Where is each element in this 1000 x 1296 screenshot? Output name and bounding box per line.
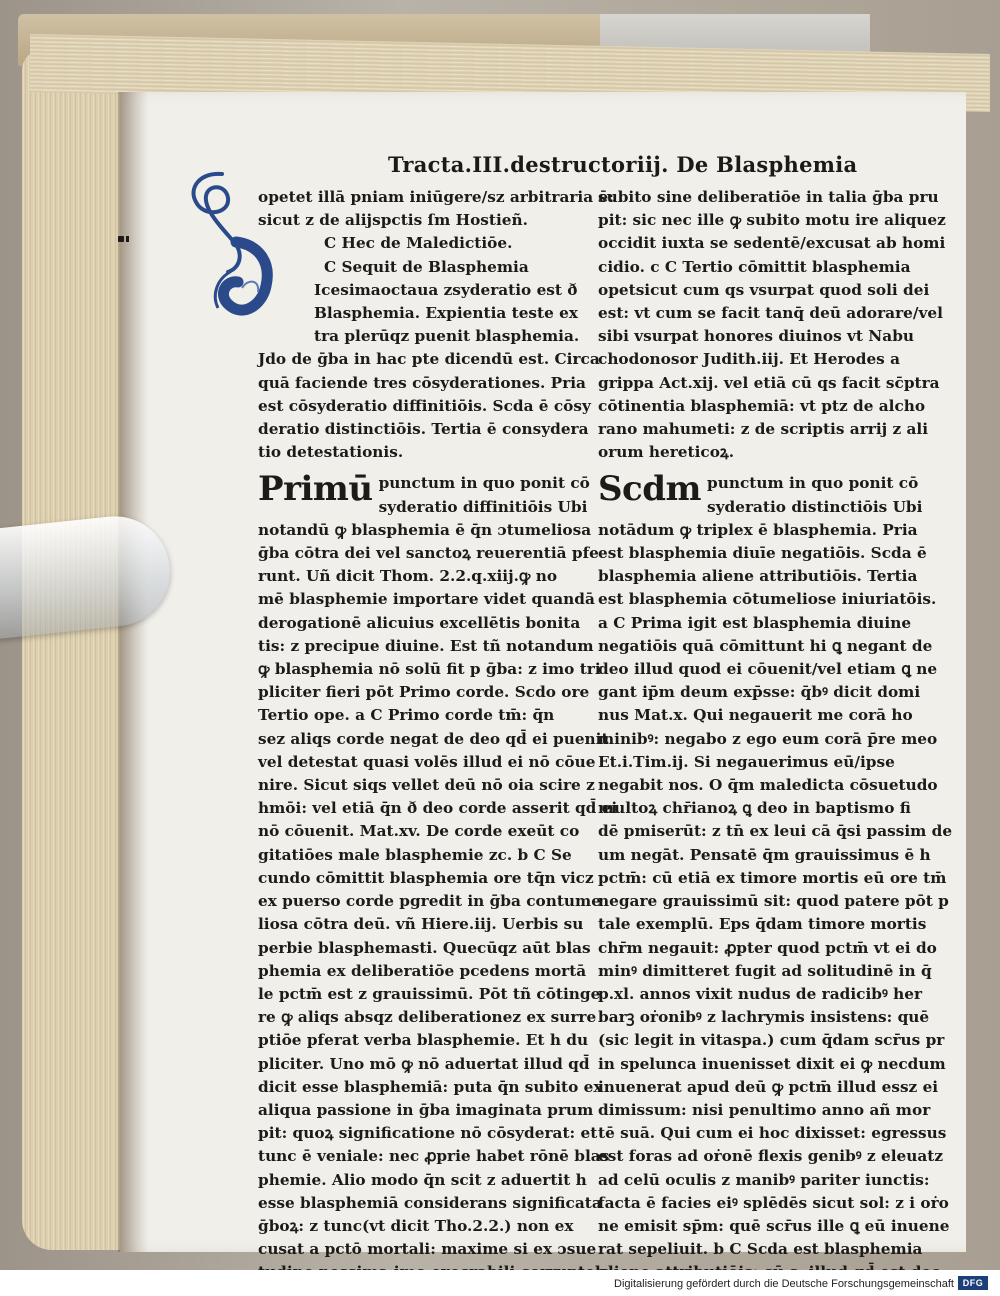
- text-line: nus Mat.x. Qui negauerit me corā ho: [598, 706, 913, 725]
- text-line: gant ip̄m deum exp̄sse: q̄bꝰ dicit domi: [598, 683, 921, 702]
- text-line: Et.i.Tim.ij. Si negauerimus eū/ipse: [598, 752, 895, 771]
- text-line: (sic legit in vitaspa.) cum q̄dam scr̄us pr: [598, 1031, 945, 1050]
- footer: [0, 1270, 1000, 1296]
- big-word: Scdm: [598, 469, 702, 510]
- text-line: opetsicut cum qs vsurpat quod soli dei: [598, 280, 930, 299]
- text-line: est cōsyderatio diffinitiōis. Scda ē cōsy: [258, 396, 591, 415]
- right-top-lines: [598, 186, 946, 464]
- spine-shadow: [118, 92, 148, 1252]
- text-line: ꝙ blasphemia nō solū fit p ḡba: z imo tri: [258, 660, 601, 679]
- text-line: vel detestat quasi volēs illud ei nō cōue: [258, 752, 596, 771]
- text-line: est: vt cum se facit tanq̄ deū adorare/vel: [598, 304, 943, 323]
- text-line: est blasphemia diuīe negatiōis. Scda ē: [598, 544, 927, 563]
- text-line: syderatio diffinitiōis Ubi: [378, 497, 588, 516]
- text-line: um negāt. Pensatē q̄m grauissimus ē h: [598, 845, 931, 864]
- text-line: est foras ad oṙonē flexis genibꝰ z eleuatz: [598, 1147, 944, 1166]
- text-line: dimissum: nisi penultimo anno añ mor: [598, 1100, 931, 1119]
- text-line: le pctm̄ est z grauissimū. Pōt tñ cōtinge: [258, 984, 601, 1003]
- text-line: chr̄m negauit: ꝓpter quod pctm̄ vt ei do: [598, 938, 937, 957]
- text-line: sibi vsurpat honores diuinos vt Nabu: [598, 327, 915, 346]
- text-line: rat sepeliuit. b C Scda est blasphemia: [598, 1240, 923, 1259]
- dfg-logo: DFG: [958, 1276, 988, 1290]
- text-line: negatiōis quā cōmittunt hi ꝗ negant de: [598, 636, 933, 655]
- text-line: minꝰ dimitteret fugit ad solitudinē in q̄: [598, 961, 932, 980]
- right-body: [598, 519, 953, 1285]
- text-line: negare grauissimū sit: quod patere pōt p: [598, 892, 949, 911]
- text-line: minibꝰ: negabo z ego eum corā p̄re meo: [598, 729, 938, 748]
- text-line: syderatio distinctiōis Ubi: [707, 497, 923, 516]
- text-line: deo illud quod ei cōuenit/vel etiam ꝗ ne: [598, 660, 938, 679]
- text-line: pit: sic nec ille ꝙ subito motu ire aliquez: [598, 211, 946, 230]
- paper-mark: [118, 236, 124, 242]
- running-head: Tracta.III.destructoriij. De Blasphemia: [388, 152, 858, 177]
- text-line: facta ē facies eiꝰ splēdēs sicut sol: z i oṙo: [598, 1193, 949, 1212]
- text-line: dicit esse blasphemiā: puta q̄n subito ex: [258, 1077, 603, 1096]
- text-line: cidio. c C Tertio cōmittit blasphemia: [598, 257, 911, 276]
- big-word: Primū: [258, 469, 373, 510]
- text-line: sez aliqs corde negat de deo qd̄ ei puenit: [258, 729, 609, 748]
- text-line: rano mahumeti: z de scriptis arrij z ali: [598, 420, 929, 439]
- footer-credit: Digitalisierung gefördert durch die Deutsche Forschungsgemeinschaft: [614, 1278, 954, 1290]
- text-line: orum hereticoꝝ.: [598, 443, 735, 462]
- text-line: cundo cōmittit blasphemia ore tq̄n vicz: [258, 868, 594, 887]
- text-line: derogationē alicuius excellētis bonita: [258, 613, 581, 632]
- text-line: tale exemplū. Eps q̄dam timore mortis: [598, 915, 927, 934]
- text-line: deratio distinctiōis. Tertia ē consydera: [258, 420, 589, 439]
- text-line: tē suā. Qui cum ei hoc dixisset: egressus: [598, 1124, 947, 1143]
- text-line: occidit iuxta se sedentē/excusat ab homi: [598, 234, 946, 253]
- text-line: re ꝙ aliqs absqz deliberationez ex surre: [258, 1008, 597, 1027]
- text-line: phemia ex deliberatiōe pcedens mortā: [258, 961, 587, 980]
- right-column: [598, 186, 953, 1285]
- left-top-lines: [258, 186, 614, 279]
- text-line: tis: z precipue diuine. Est tñ notandum: [258, 636, 594, 655]
- right-big-word-row: [598, 469, 934, 518]
- text-line: dē pmiserūt: z tn̄ ex leui cā q̄si passim de: [598, 822, 953, 841]
- left-initial-lines: [258, 279, 600, 465]
- text-line: cusat a pctō mortali: maxime si ex ɔsue: [258, 1240, 597, 1259]
- paper-mark-small: [126, 236, 129, 242]
- text-line: hmōi: vel etiā q̄n ð deo corde asserit qd̄ ei: [258, 799, 618, 818]
- text-line: opetet illā pniam iniūgere/sz arbitraria ē:: [258, 188, 614, 206]
- text-line: mē blasphemie importare videt quandā: [258, 590, 595, 609]
- section-heading: C Sequit de Blasphemia: [324, 257, 529, 276]
- text-line: Icesimaoctaua zsyderatio est ð: [314, 280, 578, 299]
- text-line: chodonosor Judith.iij. Et Herodes a: [598, 350, 901, 369]
- text-line: ḡboꝝ: z tunc(vt dicit Tho.2.2.) non ex: [258, 1216, 574, 1235]
- text-line: cōtinentia blasphemiā: vt ptz de alcho: [598, 396, 926, 415]
- section-heading: C Hec de Maledictiōe.: [324, 234, 513, 253]
- text-line: pliciter. Uno mō ꝙ nō aduertat illud qd̄: [258, 1054, 590, 1073]
- text-line: notādum ꝙ triplex ē blasphemia. Pria: [598, 520, 918, 539]
- text-line: quā faciende tres cōsyderationes. Pria: [258, 373, 586, 392]
- text-line: tio detestationis.: [258, 443, 404, 462]
- text-line: inuenerat apud deū ꝙ pctm̄ illud essz ei: [598, 1077, 939, 1096]
- text-line: est blasphemia cōtumeliose iniuriatōis.: [598, 590, 937, 609]
- text-line: multoꝝ chr̄ianoꝝ ꝗ deo in baptismo fi: [598, 799, 911, 818]
- text-line: subito sine deliberatiōe in talia ḡba pru: [598, 188, 939, 206]
- text-line: aliqua passione in ḡba imaginata prum: [258, 1100, 594, 1119]
- text-line: perbie blasphemasti. Quecūqz aūt blas: [258, 938, 591, 957]
- text-line: ḡba cōtra dei vel sanctoꝝ reuerentiā pfe: [258, 544, 599, 563]
- text-line: punctum in quo ponit cō: [378, 474, 590, 493]
- text-line: punctum in quo ponit cō: [707, 474, 919, 493]
- text-line: nō cōuenit. Mat.xv. De corde exeūt co: [258, 822, 580, 841]
- text-line: in spelunca inuenisset dixit ei ꝙ necdum: [598, 1054, 946, 1073]
- text-line: ne emisit sp̄m: quē scr̄us ille ꝗ eū inuene: [598, 1216, 950, 1235]
- text-line: Blasphemia. Expientia teste ex: [314, 304, 579, 323]
- text-line: ad celū oculis z manibꝰ pariter iunctis:: [598, 1170, 930, 1189]
- text-line: a C Prima igit est blasphemia diuine: [598, 613, 912, 632]
- text-line: esse blasphemiā considerans significata: [258, 1193, 602, 1212]
- left-column: [258, 186, 618, 1285]
- text-line: barꝫ oṙonibꝰ z lachrymis insistens: quē: [598, 1008, 930, 1027]
- text-line: ex puerso corde pgredit in ḡba contume: [258, 892, 601, 911]
- text-line: blasphemia aliene attributiōis. Tertia: [598, 567, 918, 586]
- text-line: p.xl. annos vixit nudus de radicibꝰ her: [598, 984, 923, 1003]
- left-body: [258, 519, 618, 1285]
- text-line: pliciter fieri pōt Primo corde. Scdo ore: [258, 683, 590, 702]
- text-line: tra plerūqz puenit blasphemia.: [314, 327, 580, 346]
- text-line: sicut z de alijspctis ſm Hostieñ.: [258, 211, 528, 230]
- text-line: runt. Uñ dicit Thom. 2.2.q.xiij.ꝙ no: [258, 567, 558, 586]
- text-line: Tertio ope. a C Primo corde tm̄: q̄n: [258, 706, 555, 725]
- text-line: notandū ꝙ blasphemia ē q̄n ɔtumeliosa: [258, 520, 592, 539]
- text-line: gitatiōes male blasphemie zc. b C Se: [258, 845, 572, 864]
- text-line: pit: quoꝝ significatione nō cōsyderat: et: [258, 1124, 598, 1143]
- text-line: ptiōe pferat verba blasphemie. Et h du: [258, 1031, 589, 1050]
- text-line: pctm̄: cū etiā ex timore mortis eū ore tm̄: [598, 868, 947, 887]
- text-line: grippa Act.xij. vel etiā cū qs facit sc̄ptra: [598, 373, 940, 392]
- text-line: tunc ē veniale: nec ꝓprie habet rōnē blas: [258, 1147, 610, 1166]
- text-line: Jdo de ḡba in hac pte dicendū est. Circa: [258, 350, 600, 369]
- left-big-word-row: [258, 469, 590, 518]
- text-line: nire. Sicut siqs vellet deū nō oia scire z: [258, 776, 595, 795]
- text-line: negabit nos. O q̄m maledicta cōsuetudo: [598, 776, 938, 795]
- text-line: liosa cōtra deū. vñ Hiere.iij. Uerbis su: [258, 915, 584, 934]
- text-line: phemie. Alio modo q̄n scit z aduertit h: [258, 1170, 587, 1189]
